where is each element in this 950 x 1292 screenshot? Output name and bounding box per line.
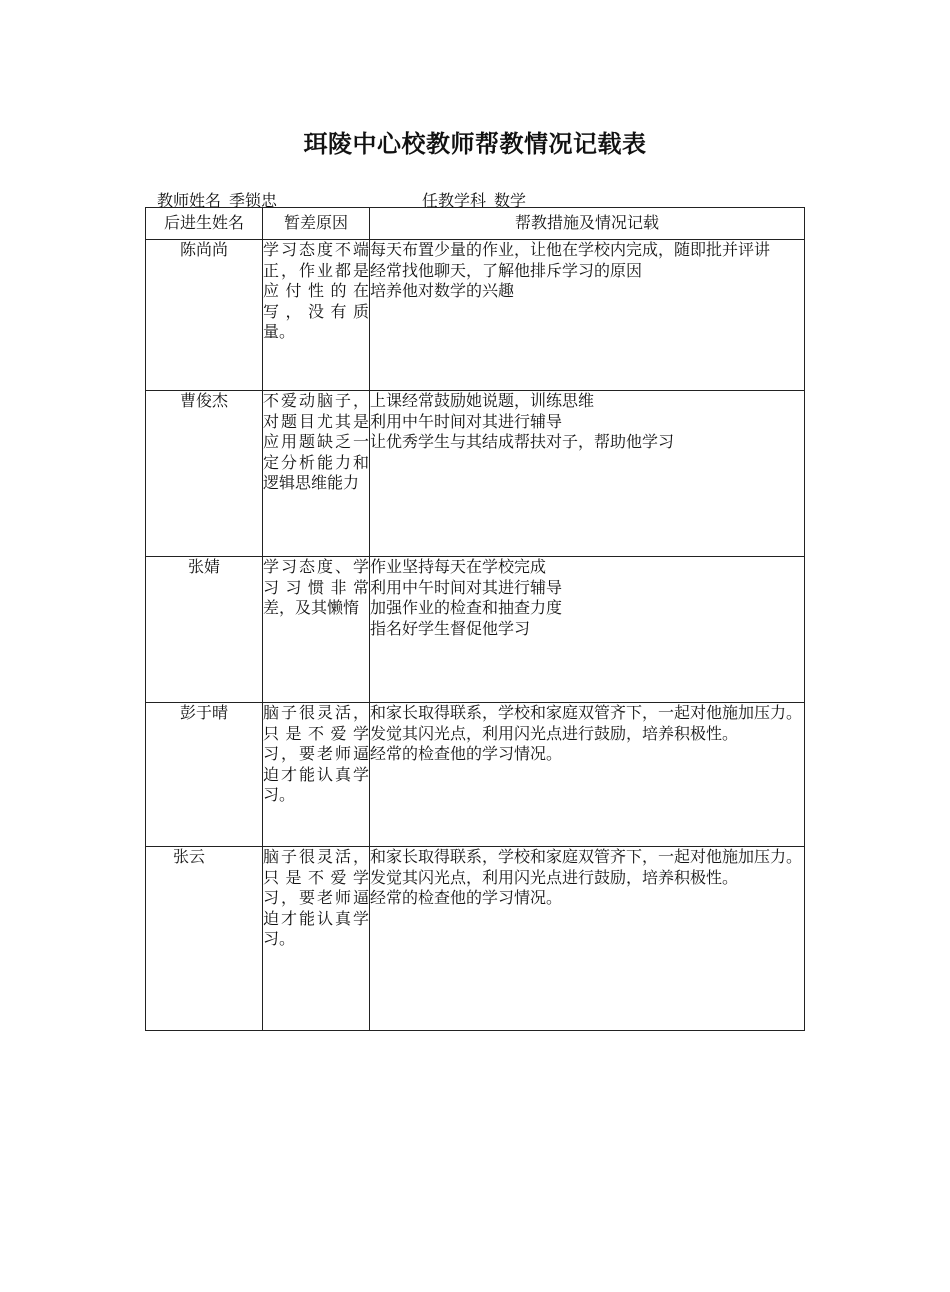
measure-item: 指名好学生督促他学习	[370, 618, 531, 638]
reason-text: 学习态度、学习习惯非常差，及其懒惰	[263, 557, 370, 703]
measure-item: 和家长取得联系，学校和家庭双管齐下，一起对他施加压力。	[370, 847, 803, 866]
measure-item: 利用中午时间对其进行辅导	[370, 577, 563, 597]
page-title: 珥陵中心校教师帮教情况记载表	[303, 130, 647, 158]
header-measures: 帮教措施及情况记载	[370, 208, 805, 240]
reason-text: 脑子很灵活，只是不爱学习，要老师逼迫才能认真学习。	[263, 703, 370, 847]
measure-item: 经常找他聊天，了解他排斥学习的原因	[370, 260, 643, 280]
header-reason: 暂差原因	[263, 208, 370, 240]
measures-cell	[370, 391, 805, 557]
measure-item: 上课经常鼓励她说题，训练思维	[370, 391, 595, 410]
table-row	[146, 240, 805, 391]
student-name: 陈尚尚	[146, 240, 263, 391]
subject-label: 任教学科	[422, 191, 487, 210]
measure-item: 利用中午时间对其进行辅导	[370, 411, 563, 431]
student-name: 张婧	[146, 557, 263, 703]
measures-cell	[370, 557, 805, 703]
table-row	[146, 557, 805, 703]
teacher-label: 教师姓名	[157, 191, 222, 210]
table-header-row	[146, 208, 805, 240]
measure-item: 经常的检查他的学习情况。	[370, 888, 563, 907]
student-name: 彭于晴	[146, 703, 263, 847]
teacher-name: 季锁忠	[229, 191, 278, 210]
measure-item: 培养他对数学的兴趣	[370, 281, 515, 300]
measure-item: 发觉其闪光点，利用闪光点进行鼓励，培养积极性。	[370, 723, 739, 743]
measure-item: 作业坚持每天在学校完成	[370, 557, 547, 576]
reason-text: 脑子很灵活，只是不爱学习，要老师逼迫才能认真学习。	[263, 847, 370, 1031]
table-row	[146, 391, 805, 557]
reason-text: 学习态度不端正，作业都是应付性的在写，没有质量。	[263, 240, 370, 391]
measure-item: 加强作业的检查和抽查力度	[370, 598, 563, 617]
subject-name: 数学	[494, 191, 527, 210]
header-student-name: 后进生姓名	[146, 208, 263, 240]
measure-item: 发觉其闪光点，利用闪光点进行鼓励，培养积极性。	[370, 867, 739, 887]
measure-item: 每天布置少量的作业，让他在学校内完成，随即批并评讲	[370, 240, 771, 259]
student-name: 曹俊杰	[146, 391, 263, 557]
measure-item: 让优秀学生与其结成帮扶对子，帮助他学习	[370, 432, 675, 451]
measure-item: 经常的检查他的学习情况。	[370, 744, 563, 763]
measures-cell	[370, 240, 805, 391]
record-table	[145, 207, 805, 1031]
student-name: 张云	[146, 847, 263, 1031]
measure-item: 和家长取得联系，学校和家庭双管齐下，一起对他施加压力。	[370, 703, 803, 722]
reason-text: 不爱动脑子，对题目尤其是应用题缺乏一定分析能力和逻辑思维能力	[263, 391, 370, 557]
table-row	[146, 703, 805, 847]
table-row	[146, 847, 805, 1031]
measures-cell	[370, 703, 805, 847]
measures-cell	[370, 847, 805, 1031]
